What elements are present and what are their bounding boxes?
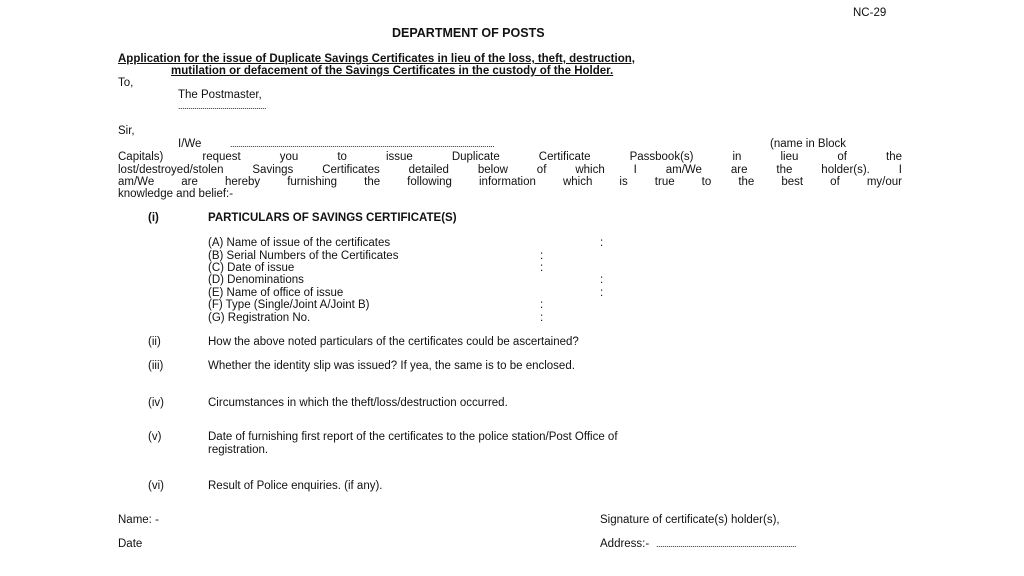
section-i-heading: PARTICULARS OF SAVINGS CERTIFICATE(S) xyxy=(208,212,457,224)
field-d-label: (D) Denominations xyxy=(208,274,304,286)
field-e-colon: : xyxy=(600,287,604,299)
field-f-label: (F) Type (Single/Joint A/Joint B) xyxy=(208,299,370,311)
question-iii-text: Whether the identity slip was issued? If yea, the same is to be enclosed. xyxy=(208,360,575,372)
field-a-label: (A) Name of issue of the certificates xyxy=(208,237,391,249)
body-line-2: Capitals) request you to issue Duplicate Certificate Passbook(s) in lieu of the xyxy=(118,151,902,163)
question-ii-number: (ii) xyxy=(148,336,161,348)
address-blank[interactable]: ...................................................................... xyxy=(656,539,797,549)
department-title: DEPARTMENT OF POSTS xyxy=(392,26,545,40)
body-line1-end: (name in Block xyxy=(770,138,847,150)
question-vi-text: Result of Police enquiries. (if any). xyxy=(208,480,383,492)
question-v-text: Date of furnishing first report of the certificates to the police station/Post Office of xyxy=(208,431,618,443)
field-d-colon: : xyxy=(600,274,604,286)
field-c-label: (C) Date of issue xyxy=(208,262,295,274)
signature-label: Signature of certificate(s) holder(s), xyxy=(600,514,780,526)
date-label: Date xyxy=(118,538,143,550)
question-v-number: (v) xyxy=(148,431,162,443)
field-e-label: (E) Name of office of issue xyxy=(208,287,344,299)
subject-line-1: Application for the issue of Duplicate Savings Certificates in lieu of the loss, theft, destruction, xyxy=(118,53,635,65)
field-f-colon: : xyxy=(540,299,544,311)
field-a-colon: : xyxy=(600,237,604,249)
field-g-label: (G) Registration No. xyxy=(208,312,311,324)
field-b-colon: : xyxy=(540,250,544,262)
holder-name-blank[interactable]: .................................................................................................................................... xyxy=(230,139,495,149)
to-label: To, xyxy=(118,77,134,89)
field-c-colon: : xyxy=(540,262,544,274)
subject-line-2: mutilation or defacement of the Savings Certificates in the custody of the Holder. xyxy=(171,65,614,77)
question-iii-number: (iii) xyxy=(148,360,164,372)
section-i-number: (i) xyxy=(148,212,159,224)
address-label: Address:- xyxy=(600,538,650,550)
field-b-label: (B) Serial Numbers of the Certificates xyxy=(208,250,399,262)
question-ii-text: How the above noted particulars of the certificates could be ascertained? xyxy=(208,336,579,348)
field-g-colon: : xyxy=(540,312,544,324)
question-iv-text: Circumstances in which the theft/loss/destruction occurred. xyxy=(208,397,508,409)
question-iv-number: (iv) xyxy=(148,397,164,409)
body-line-5: knowledge and belief:- xyxy=(118,188,234,200)
body-line-4: am/We are hereby furnishing the following information which is true to the best of my/our xyxy=(118,176,902,188)
salutation: Sir, xyxy=(118,125,135,137)
addressee: The Postmaster, xyxy=(178,89,262,101)
body-iwe: I/We xyxy=(178,138,202,150)
question-vi-number: (vi) xyxy=(148,480,164,492)
addressee-blank[interactable]: ............................................ xyxy=(178,101,267,111)
form-code: NC-29 xyxy=(853,7,887,19)
name-label: Name: - xyxy=(118,514,159,526)
body-line-3: lost/destroyed/stolen Savings Certificates detailed below of which I am/We are the holder(s). I xyxy=(118,164,902,176)
question-v-text-2: registration. xyxy=(208,444,269,456)
